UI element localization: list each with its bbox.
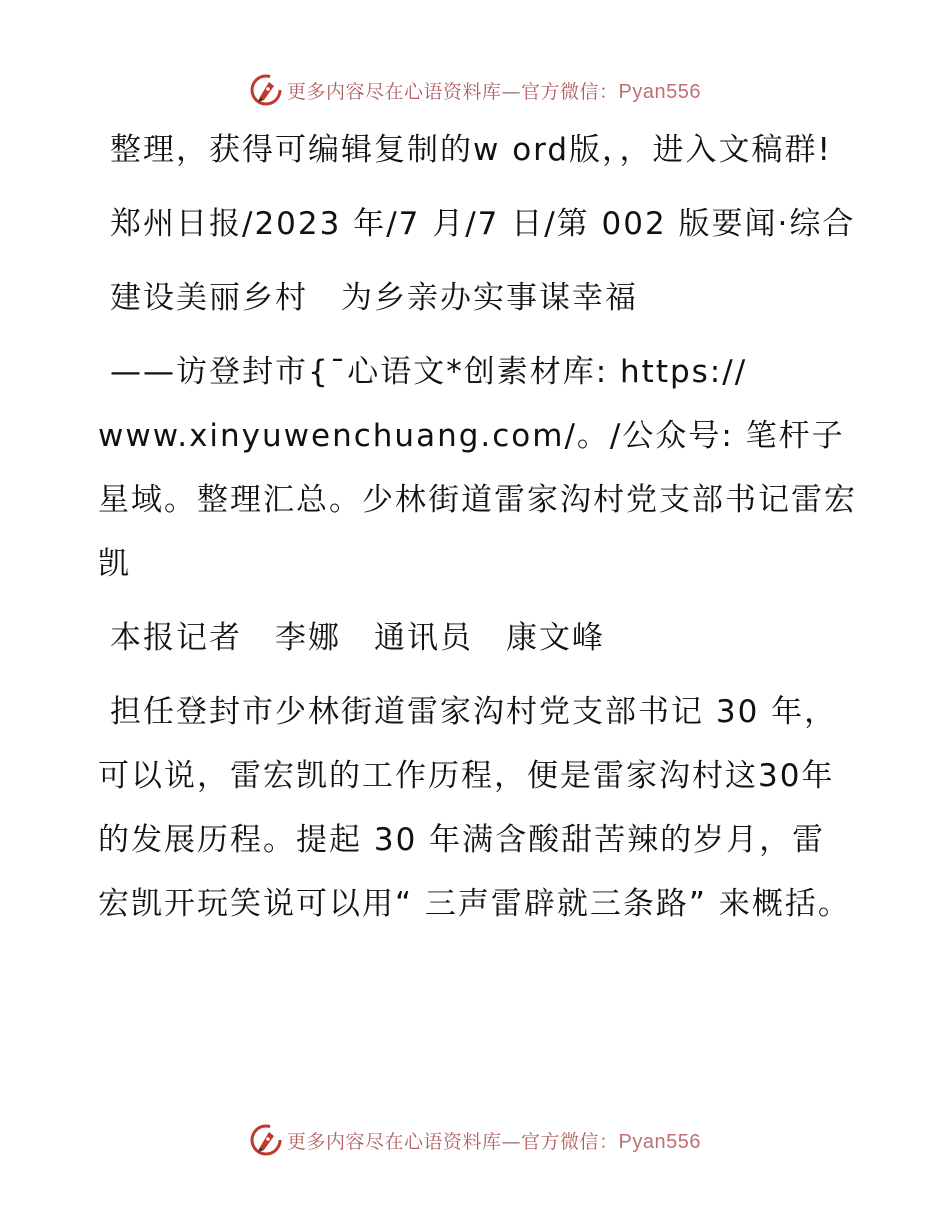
pen-nib-logo-icon [249, 73, 283, 107]
article-paragraph [98, 680, 858, 936]
watermark-main-text: 更多内容尽在心语资料库 [287, 80, 502, 103]
article-headline [98, 266, 858, 330]
article-byline-text: 本报记者 李娜 通讯员 康文峰 [110, 620, 605, 656]
pen-nib-logo-icon [249, 1123, 283, 1157]
paragraph-source-text: 郑州日报/2023 年/7 月/7 日/第 002 版要闻·综合 [110, 206, 856, 242]
article-subheadline [98, 340, 858, 596]
watermark-text [287, 1127, 701, 1154]
article-paragraph-text: 担任登封市少林街道雷家沟村党支部书记 30 年，可以说，雷宏凯的工作历程，便是雷家沟村这30年的发展历程。提起 30 年满含酸甜苦辣的岁月，雷宏凯开玩笑说可以用“ 三声雷辟就三条路” 来概括。 [98, 694, 851, 922]
watermark-contact-label: 官方微信： [521, 1130, 619, 1153]
article-byline [98, 606, 858, 670]
header-watermark [0, 70, 950, 110]
watermark-contact-id: Pyan556 [618, 1130, 701, 1153]
article-headline-text: 建设美丽乡村 为乡亲办实事谋幸福 [110, 280, 638, 316]
paragraph-source [98, 192, 858, 256]
document-body [98, 118, 858, 936]
footer-watermark [0, 1120, 950, 1160]
watermark-text [287, 77, 701, 104]
watermark-separator: — [501, 80, 522, 103]
watermark-separator: — [501, 1130, 522, 1153]
watermark-main-text: 更多内容尽在心语资料库 [287, 1130, 502, 1153]
paragraph-intro-text: 整理，获得可编辑复制的w ord版，，进入文稿群! [110, 132, 832, 168]
watermark-contact-label: 官方微信： [521, 80, 619, 103]
article-subheadline-text: ——访登封市{¯心语文*创素材库: https:// www.xinyuwenchuang.com/。/公众号: 笔杆子星域。整理汇总。少林街道雷家沟村党支部书记雷宏凯 [98, 354, 857, 582]
watermark-contact-id: Pyan556 [618, 80, 701, 103]
paragraph-intro [98, 118, 858, 182]
